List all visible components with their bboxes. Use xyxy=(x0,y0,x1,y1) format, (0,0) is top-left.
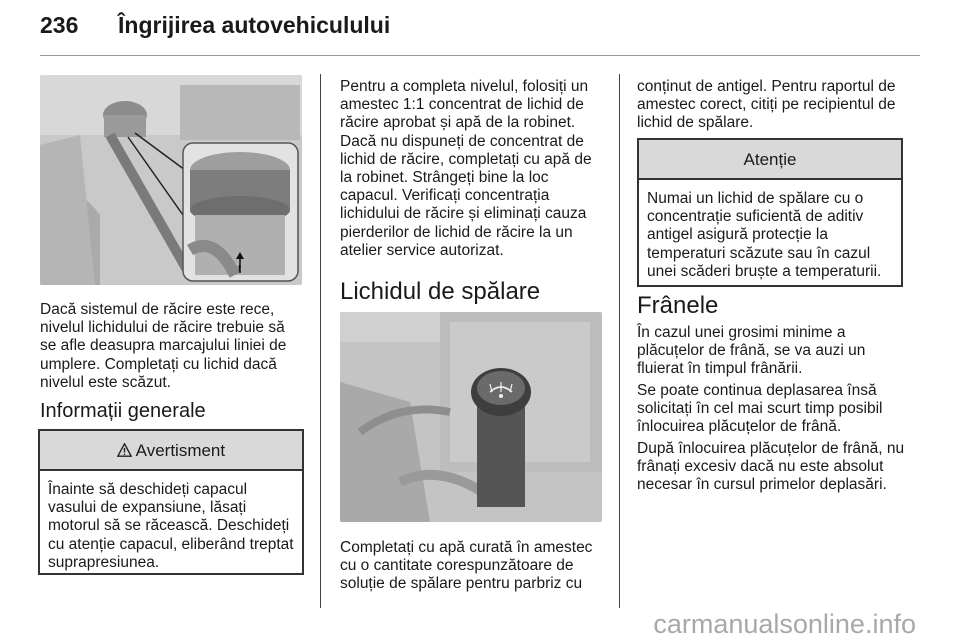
watermark: carmanualsonline.info xyxy=(653,609,916,639)
warning-text: Înainte să deschideți capacul vasului de expansiune, lăsați motorul să se răcească. Deschideți cu atenție capacul, eliberând treptat suprapresiunea. xyxy=(48,481,294,571)
warning-box xyxy=(38,429,304,575)
notice-text: Numai un lichid de spălare cu o concentrație suficientă de aditiv antigel asigură protecție la temperaturi scăzute sau în cazul unei scăderi bruște a temperaturii. xyxy=(647,190,882,280)
brake-bedding-paragraph: După înlocuirea plăcuțelor de frână, nu frânați excesiv dacă nu este absolut necesar în cursul primelor deplasări. xyxy=(637,440,905,494)
warning-box-header xyxy=(40,431,302,471)
page-number: 236 xyxy=(40,12,79,38)
warning-triangle-icon xyxy=(117,441,136,460)
warning-title: Avertisment xyxy=(135,441,226,460)
general-info-heading: Informații generale xyxy=(40,400,206,422)
column-divider-1 xyxy=(320,74,321,608)
notice-box xyxy=(637,138,903,287)
coolant-level-paragraph: Dacă sistemul de răcire este rece, nivelul lichidului de răcire trebuie să se afle deasupra marcajului liniei de umplere. Completați cu lichid dacă nivelul este scăzut. xyxy=(40,301,287,391)
washer-fluid-photo xyxy=(340,312,602,522)
brake-wear-paragraph: În cazul unei grosimi minime a plăcuțelor de frână, se va auzi un fluierat în timpul frânării. xyxy=(637,324,866,378)
coolant-reservoir-photo xyxy=(40,75,302,285)
coolant-mix-paragraph: Pentru a completa nivelul, folosiți un amestec 1:1 concentrat de lichid de răcire aprobat și apă de la robinet. Dacă nu dispuneți de concentrat de lichid de răcire, completați cu apă de la robinet. Strângeți bine la loc capacul. Verificați concentrația lichidului de răcire și eliminați cauza pierderilor de lichid de răcire la un atelier service autorizat. xyxy=(340,78,592,259)
notice-title: Atenție xyxy=(639,140,901,180)
header-divider xyxy=(40,55,920,56)
washer-fluid-heading: Lichidul de spălare xyxy=(340,278,541,305)
brakes-heading: Frânele xyxy=(637,292,719,319)
antifreeze-paragraph: conținut de antigel. Pentru raportul de amestec corect, citiți pe recipientul de lichid de spălare. xyxy=(637,78,896,132)
fill-line-label: t xyxy=(238,263,242,275)
column-divider-2 xyxy=(619,74,620,608)
page-title: Îngrijirea autovehiculului xyxy=(118,12,391,38)
brake-replace-paragraph: Se poate continua deplasarea însă solicitați în cel mai scurt timp posibil înlocuirea plăcuțelor de frână. xyxy=(637,382,883,436)
washer-fill-paragraph: Completați cu apă curată în amestec cu o cantitate corespunzătoare de soluție de spălare pentru parbriz cu xyxy=(340,539,593,593)
